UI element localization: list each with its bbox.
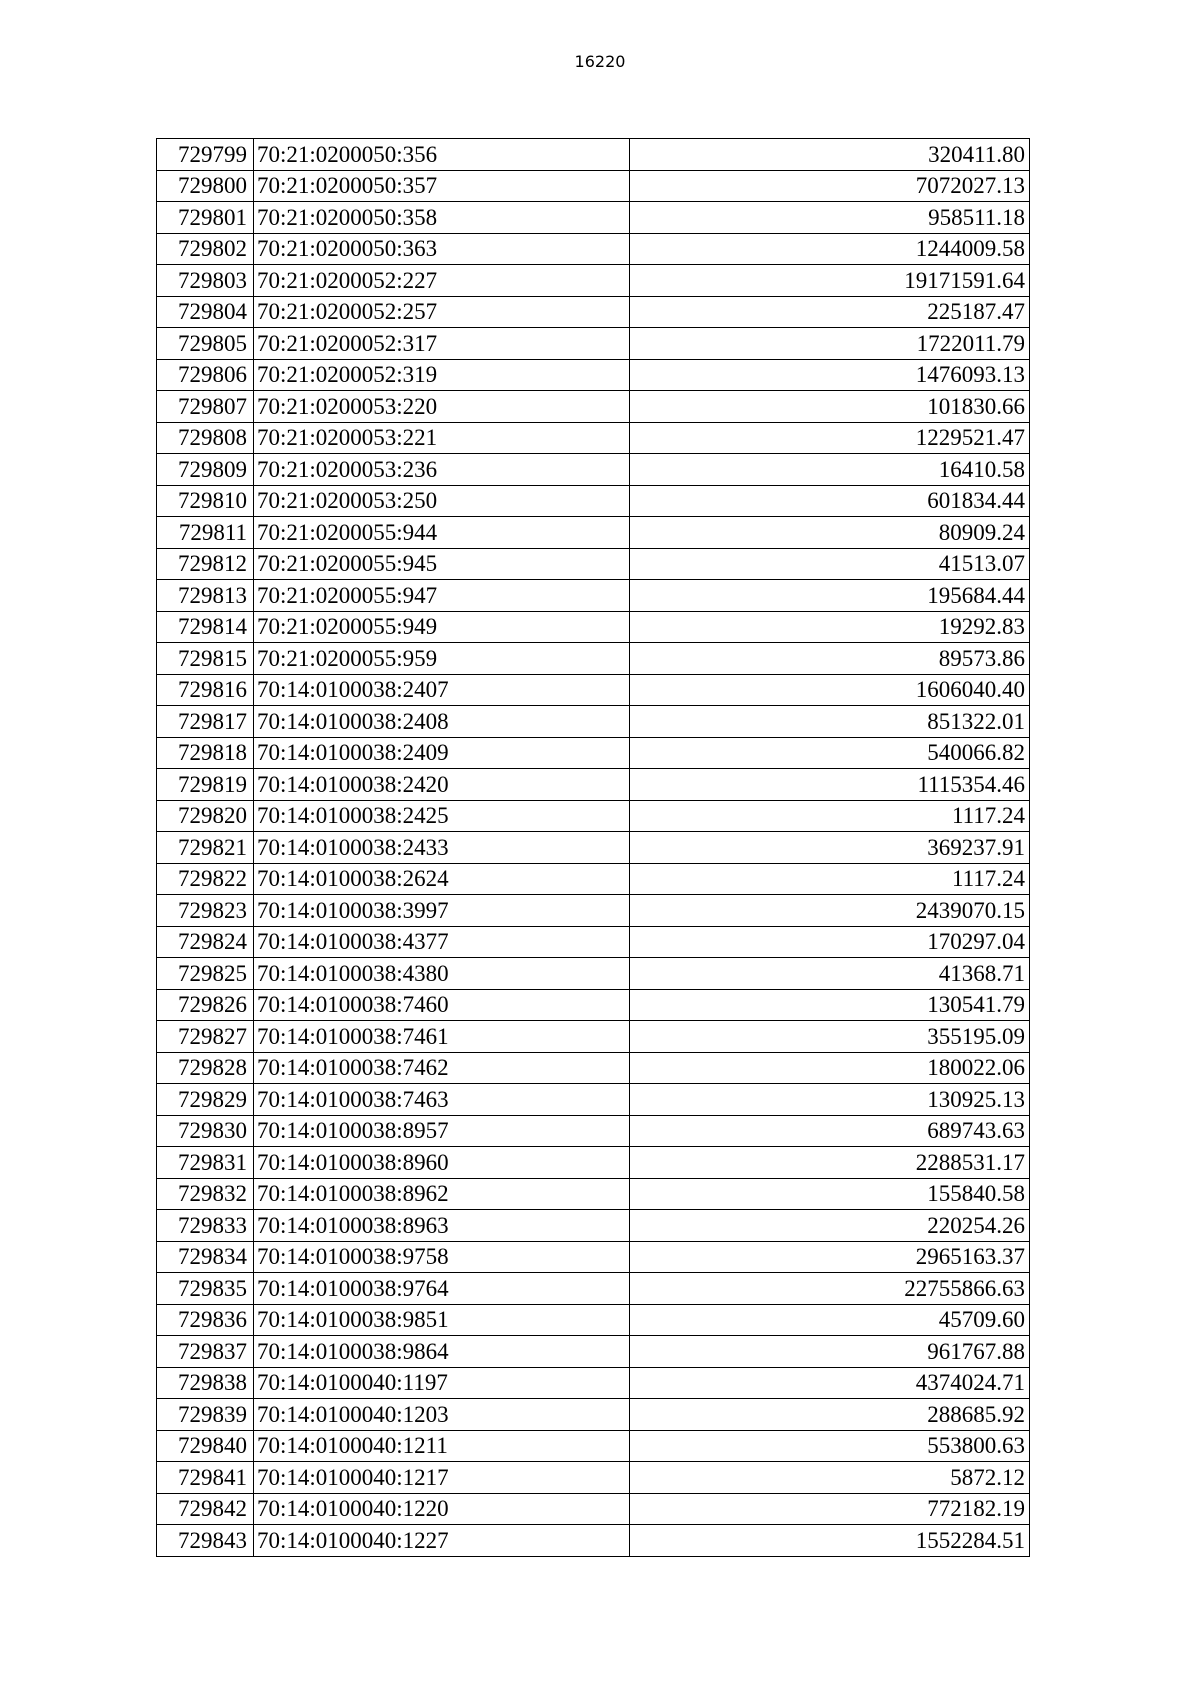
table-row <box>157 296 1030 328</box>
table-row <box>157 1304 1030 1336</box>
table-row <box>157 674 1030 706</box>
cadastral-number-cell: 70:21:0200050:357 <box>254 170 630 202</box>
table-row <box>157 1493 1030 1525</box>
cadastral-number-cell: 70:21:0200055:944 <box>254 517 630 549</box>
cadastral-value-cell: 41513.07 <box>630 548 1030 580</box>
cadastral-number-cell: 70:14:0100038:9758 <box>254 1241 630 1273</box>
table-row <box>157 265 1030 297</box>
cadastral-value-cell: 1229521.47 <box>630 422 1030 454</box>
row-number-cell: 729832 <box>157 1178 254 1210</box>
row-number-cell: 729833 <box>157 1210 254 1242</box>
table-row <box>157 895 1030 927</box>
row-number-cell: 729811 <box>157 517 254 549</box>
cadastral-value-cell: 961767.88 <box>630 1336 1030 1368</box>
row-number-cell: 729807 <box>157 391 254 423</box>
table-row <box>157 139 1030 171</box>
cadastral-value-cell: 540066.82 <box>630 737 1030 769</box>
cadastral-value-cell: 1606040.40 <box>630 674 1030 706</box>
row-number-cell: 729829 <box>157 1084 254 1116</box>
page-number: 16220 <box>574 52 626 71</box>
row-number-cell: 729824 <box>157 926 254 958</box>
row-number-cell: 729831 <box>157 1147 254 1179</box>
cadastral-number-cell: 70:14:0100038:2408 <box>254 706 630 738</box>
row-number-cell: 729840 <box>157 1430 254 1462</box>
row-number-cell: 729804 <box>157 296 254 328</box>
cadastral-number-cell: 70:21:0200050:363 <box>254 233 630 265</box>
cadastral-value-cell: 355195.09 <box>630 1021 1030 1053</box>
table-row <box>157 1336 1030 1368</box>
table-row <box>157 643 1030 675</box>
cadastral-number-cell: 70:21:0200055:949 <box>254 611 630 643</box>
cadastral-number-cell: 70:21:0200053:220 <box>254 391 630 423</box>
cadastral-number-cell: 70:14:0100038:7463 <box>254 1084 630 1116</box>
cadastral-number-cell: 70:14:0100038:4380 <box>254 958 630 990</box>
table-row <box>157 958 1030 990</box>
table-row <box>157 202 1030 234</box>
cadastral-value-cell: 369237.91 <box>630 832 1030 864</box>
row-number-cell: 729808 <box>157 422 254 454</box>
cadastral-value-cell: 1115354.46 <box>630 769 1030 801</box>
cadastral-value-cell: 7072027.13 <box>630 170 1030 202</box>
row-number-cell: 729838 <box>157 1367 254 1399</box>
cadastral-number-cell: 70:14:0100038:9851 <box>254 1304 630 1336</box>
row-number-cell: 729839 <box>157 1399 254 1431</box>
cadastral-number-cell: 70:14:0100040:1227 <box>254 1525 630 1557</box>
cadastral-value-cell: 601834.44 <box>630 485 1030 517</box>
table-row <box>157 737 1030 769</box>
cadastral-value-cell: 288685.92 <box>630 1399 1030 1431</box>
row-number-cell: 729830 <box>157 1115 254 1147</box>
cadastral-number-cell: 70:14:0100038:9764 <box>254 1273 630 1305</box>
cadastral-value-cell: 1722011.79 <box>630 328 1030 360</box>
table-row <box>157 769 1030 801</box>
row-number-cell: 729837 <box>157 1336 254 1368</box>
cadastral-value-cell: 1476093.13 <box>630 359 1030 391</box>
table-row <box>157 454 1030 486</box>
cadastral-number-cell: 70:14:0100038:2420 <box>254 769 630 801</box>
cadastral-value-cell: 689743.63 <box>630 1115 1030 1147</box>
row-number-cell: 729823 <box>157 895 254 927</box>
row-number-cell: 729825 <box>157 958 254 990</box>
cadastral-number-cell: 70:14:0100038:7461 <box>254 1021 630 1053</box>
row-number-cell: 729800 <box>157 170 254 202</box>
cadastral-number-cell: 70:14:0100038:2624 <box>254 863 630 895</box>
row-number-cell: 729835 <box>157 1273 254 1305</box>
cadastral-value-cell: 225187.47 <box>630 296 1030 328</box>
row-number-cell: 729836 <box>157 1304 254 1336</box>
row-number-cell: 729801 <box>157 202 254 234</box>
table-row <box>157 580 1030 612</box>
table-row <box>157 359 1030 391</box>
cadastral-value-cell: 4374024.71 <box>630 1367 1030 1399</box>
table-row <box>157 832 1030 864</box>
cadastral-number-cell: 70:21:0200055:947 <box>254 580 630 612</box>
cadastral-value-cell: 170297.04 <box>630 926 1030 958</box>
cadastral-value-cell: 1552284.51 <box>630 1525 1030 1557</box>
cadastral-number-cell: 70:14:0100038:9864 <box>254 1336 630 1368</box>
cadastral-value-cell: 772182.19 <box>630 1493 1030 1525</box>
table-row <box>157 233 1030 265</box>
table-row <box>157 422 1030 454</box>
table-body <box>157 139 1030 1557</box>
row-number-cell: 729806 <box>157 359 254 391</box>
cadastral-value-cell: 851322.01 <box>630 706 1030 738</box>
row-number-cell: 729826 <box>157 989 254 1021</box>
cadastral-value-cell: 19292.83 <box>630 611 1030 643</box>
table-row <box>157 485 1030 517</box>
cadastral-number-cell: 70:14:0100038:7462 <box>254 1052 630 1084</box>
row-number-cell: 729822 <box>157 863 254 895</box>
table-row <box>157 800 1030 832</box>
table-row <box>157 1147 1030 1179</box>
table-row <box>157 1399 1030 1431</box>
cadastral-number-cell: 70:14:0100038:2407 <box>254 674 630 706</box>
cadastral-number-cell: 70:14:0100038:2425 <box>254 800 630 832</box>
table-row <box>157 1178 1030 1210</box>
table-row <box>157 706 1030 738</box>
row-number-cell: 729819 <box>157 769 254 801</box>
cadastral-number-cell: 70:21:0200052:227 <box>254 265 630 297</box>
cadastral-number-cell: 70:14:0100038:4377 <box>254 926 630 958</box>
cadastral-number-cell: 70:21:0200055:959 <box>254 643 630 675</box>
cadastral-number-cell: 70:21:0200053:250 <box>254 485 630 517</box>
cadastral-value-cell: 130541.79 <box>630 989 1030 1021</box>
row-number-cell: 729816 <box>157 674 254 706</box>
table-row <box>157 1430 1030 1462</box>
table-row <box>157 1210 1030 1242</box>
table-row <box>157 328 1030 360</box>
table-row <box>157 1084 1030 1116</box>
cadastral-value-cell: 41368.71 <box>630 958 1030 990</box>
cadastral-number-cell: 70:21:0200050:358 <box>254 202 630 234</box>
cadastral-value-cell: 89573.86 <box>630 643 1030 675</box>
row-number-cell: 729817 <box>157 706 254 738</box>
cadastral-number-cell: 70:14:0100040:1203 <box>254 1399 630 1431</box>
row-number-cell: 729828 <box>157 1052 254 1084</box>
row-number-cell: 729834 <box>157 1241 254 1273</box>
cadastral-value-cell: 16410.58 <box>630 454 1030 486</box>
cadastral-value-cell: 2288531.17 <box>630 1147 1030 1179</box>
cadastral-number-cell: 70:14:0100040:1217 <box>254 1462 630 1494</box>
cadastral-number-cell: 70:21:0200052:317 <box>254 328 630 360</box>
cadastral-number-cell: 70:21:0200055:945 <box>254 548 630 580</box>
cadastral-value-cell: 80909.24 <box>630 517 1030 549</box>
table-row <box>157 1273 1030 1305</box>
cadastral-number-cell: 70:21:0200052:257 <box>254 296 630 328</box>
cadastral-number-cell: 70:14:0100038:2433 <box>254 832 630 864</box>
cadastral-number-cell: 70:14:0100040:1211 <box>254 1430 630 1462</box>
table-row <box>157 1367 1030 1399</box>
cadastral-number-cell: 70:14:0100038:3997 <box>254 895 630 927</box>
cadastral-value-cell: 22755866.63 <box>630 1273 1030 1305</box>
cadastral-number-cell: 70:21:0200050:356 <box>254 139 630 171</box>
table-row <box>157 170 1030 202</box>
cadastral-value-cell: 220254.26 <box>630 1210 1030 1242</box>
table-row <box>157 989 1030 1021</box>
row-number-cell: 729815 <box>157 643 254 675</box>
cadastral-value-cell: 2439070.15 <box>630 895 1030 927</box>
cadastral-number-cell: 70:14:0100038:8963 <box>254 1210 630 1242</box>
cadastral-value-cell: 2965163.37 <box>630 1241 1030 1273</box>
cadastral-value-cell: 195684.44 <box>630 580 1030 612</box>
table-row <box>157 1525 1030 1557</box>
cadastral-number-cell: 70:21:0200053:221 <box>254 422 630 454</box>
table-row <box>157 611 1030 643</box>
row-number-cell: 729820 <box>157 800 254 832</box>
row-number-cell: 729809 <box>157 454 254 486</box>
cadastral-value-cell: 180022.06 <box>630 1052 1030 1084</box>
table-row <box>157 926 1030 958</box>
cadastral-number-cell: 70:14:0100038:8960 <box>254 1147 630 1179</box>
table-row <box>157 1021 1030 1053</box>
table-row <box>157 1052 1030 1084</box>
cadastral-value-cell: 5872.12 <box>630 1462 1030 1494</box>
cadastral-number-cell: 70:14:0100038:8957 <box>254 1115 630 1147</box>
cadastral-number-cell: 70:14:0100038:2409 <box>254 737 630 769</box>
row-number-cell: 729843 <box>157 1525 254 1557</box>
row-number-cell: 729805 <box>157 328 254 360</box>
cadastral-value-cell: 101830.66 <box>630 391 1030 423</box>
cadastral-number-cell: 70:14:0100038:7460 <box>254 989 630 1021</box>
cadastral-number-cell: 70:14:0100040:1197 <box>254 1367 630 1399</box>
table-row <box>157 1462 1030 1494</box>
table-row <box>157 548 1030 580</box>
cadastral-value-cell: 155840.58 <box>630 1178 1030 1210</box>
row-number-cell: 729810 <box>157 485 254 517</box>
cadastral-number-cell: 70:14:0100040:1220 <box>254 1493 630 1525</box>
cadastral-value-cell: 320411.80 <box>630 139 1030 171</box>
table-row <box>157 863 1030 895</box>
cadastral-value-cell: 130925.13 <box>630 1084 1030 1116</box>
table-row <box>157 1115 1030 1147</box>
cadastral-number-cell: 70:21:0200052:319 <box>254 359 630 391</box>
row-number-cell: 729813 <box>157 580 254 612</box>
row-number-cell: 729802 <box>157 233 254 265</box>
cadastral-value-cell: 45709.60 <box>630 1304 1030 1336</box>
row-number-cell: 729821 <box>157 832 254 864</box>
row-number-cell: 729827 <box>157 1021 254 1053</box>
row-number-cell: 729814 <box>157 611 254 643</box>
cadastral-value-cell: 1244009.58 <box>630 233 1030 265</box>
table-row <box>157 391 1030 423</box>
cadastral-value-cell: 1117.24 <box>630 863 1030 895</box>
cadastral-value-cell: 958511.18 <box>630 202 1030 234</box>
cadastral-value-cell: 1117.24 <box>630 800 1030 832</box>
cadastral-number-cell: 70:21:0200053:236 <box>254 454 630 486</box>
cadastral-number-cell: 70:14:0100038:8962 <box>254 1178 630 1210</box>
table-row <box>157 1241 1030 1273</box>
cadastral-value-cell: 553800.63 <box>630 1430 1030 1462</box>
cadastral-value-table <box>156 138 1030 1557</box>
row-number-cell: 729812 <box>157 548 254 580</box>
row-number-cell: 729842 <box>157 1493 254 1525</box>
cadastral-value-cell: 19171591.64 <box>630 265 1030 297</box>
row-number-cell: 729841 <box>157 1462 254 1494</box>
row-number-cell: 729803 <box>157 265 254 297</box>
row-number-cell: 729818 <box>157 737 254 769</box>
table-row <box>157 517 1030 549</box>
row-number-cell: 729799 <box>157 139 254 171</box>
